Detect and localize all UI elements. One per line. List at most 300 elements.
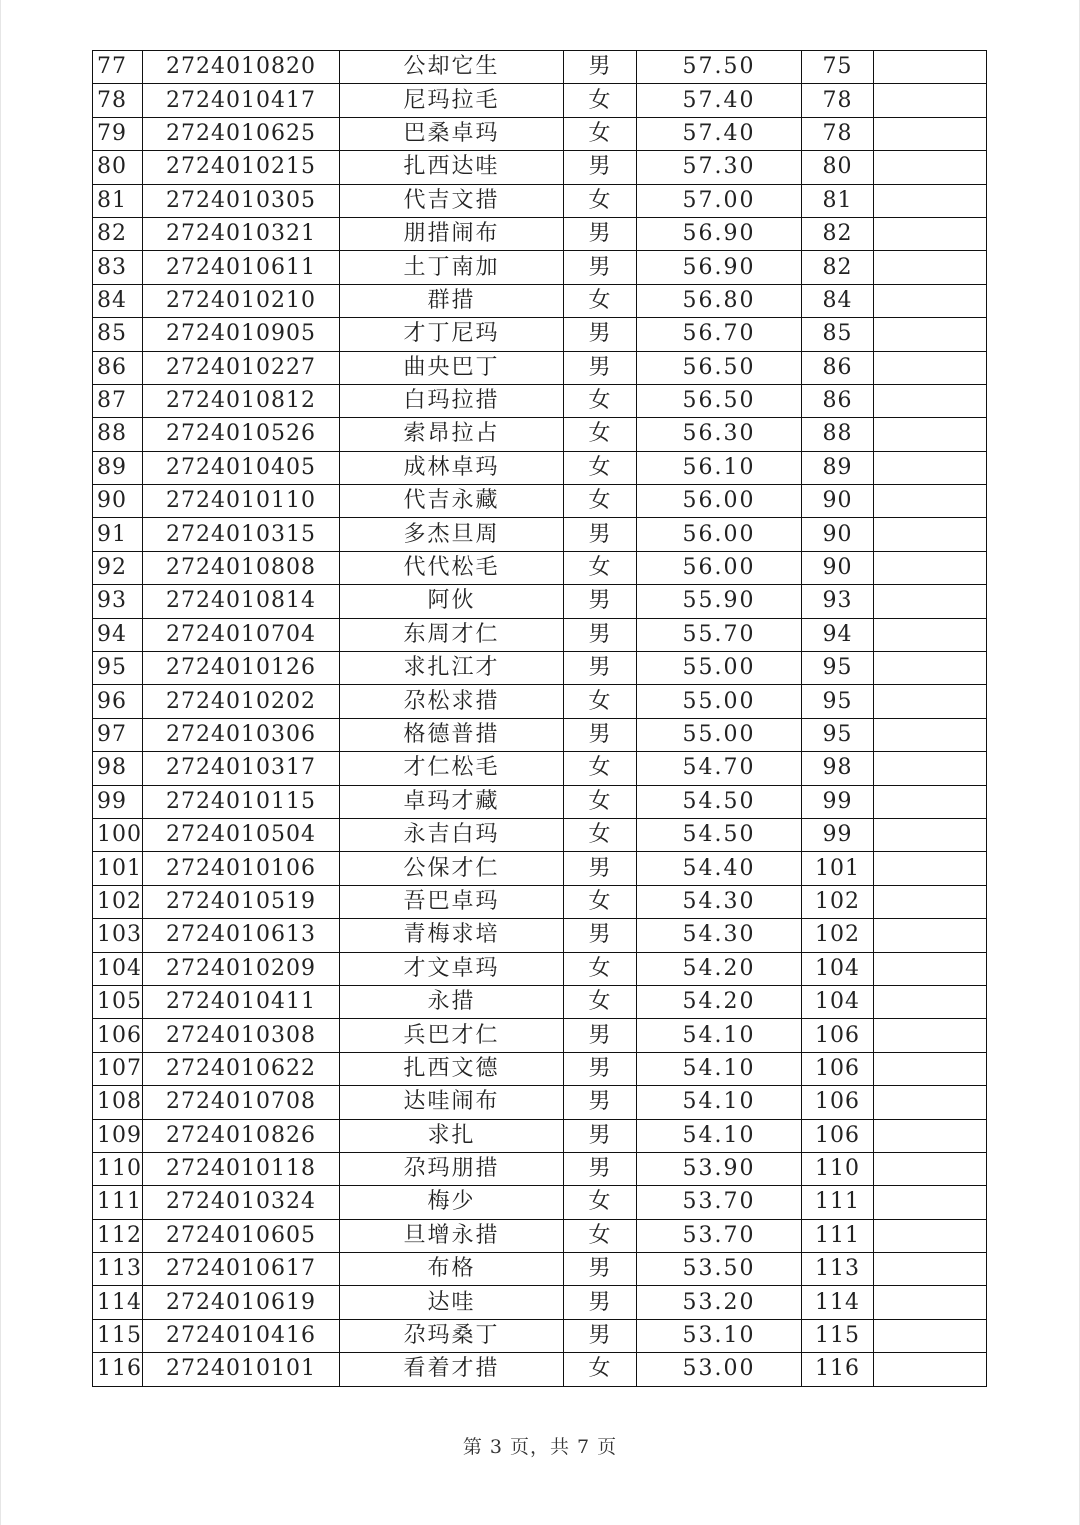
- cell-gender: 男: [564, 217, 637, 250]
- cell-score: 54.30: [637, 919, 802, 952]
- table-row: [93, 51, 987, 84]
- cell-rank: 90: [802, 551, 874, 584]
- cell-rank: 81: [802, 184, 874, 217]
- cell-gender: 女: [564, 785, 637, 818]
- cell-name: 达哇闹布: [340, 1086, 564, 1119]
- cell-name: 求扎: [340, 1119, 564, 1152]
- cell-seq: 107: [93, 1052, 143, 1085]
- table-row: [93, 284, 987, 317]
- cell-rank: 84: [802, 284, 874, 317]
- cell-seq: 81: [93, 184, 143, 217]
- cell-rank: 86: [802, 384, 874, 417]
- cell-seq: 87: [93, 384, 143, 417]
- cell-exam-id: 2724010812: [143, 384, 340, 417]
- cell-exam-id: 2724010814: [143, 585, 340, 618]
- cell-score: 54.50: [637, 818, 802, 851]
- cell-gender: 男: [564, 852, 637, 885]
- table-row: [93, 351, 987, 384]
- cell-gender: 女: [564, 752, 637, 785]
- cell-score: 54.10: [637, 1119, 802, 1152]
- cell-seq: 78: [93, 84, 143, 117]
- cell-rank: 102: [802, 919, 874, 952]
- cell-exam-id: 2724010210: [143, 284, 340, 317]
- cell-seq: 100: [93, 818, 143, 851]
- cell-rank: 111: [802, 1219, 874, 1252]
- table-row: [93, 251, 987, 284]
- cell-note: [874, 1152, 987, 1185]
- table-row: [93, 652, 987, 685]
- table-row: [93, 585, 987, 618]
- cell-score: 57.50: [637, 51, 802, 84]
- cell-score: 57.40: [637, 84, 802, 117]
- cell-gender: 女: [564, 1186, 637, 1219]
- cell-name: 永吉白玛: [340, 818, 564, 851]
- cell-note: [874, 184, 987, 217]
- cell-gender: 女: [564, 451, 637, 484]
- cell-exam-id: 2724010708: [143, 1086, 340, 1119]
- cell-exam-id: 2724010605: [143, 1219, 340, 1252]
- cell-note: [874, 818, 987, 851]
- cell-exam-id: 2724010526: [143, 418, 340, 451]
- cell-name: 梅少: [340, 1186, 564, 1219]
- cell-seq: 93: [93, 585, 143, 618]
- cell-name: 布格: [340, 1253, 564, 1286]
- cell-name: 东周才仁: [340, 618, 564, 651]
- cell-note: [874, 351, 987, 384]
- cell-gender: 男: [564, 652, 637, 685]
- cell-name: 索昂拉占: [340, 418, 564, 451]
- cell-gender: 男: [564, 251, 637, 284]
- table-row: [93, 1019, 987, 1052]
- cell-note: [874, 284, 987, 317]
- cell-exam-id: 2724010704: [143, 618, 340, 651]
- cell-gender: 女: [564, 184, 637, 217]
- cell-rank: 115: [802, 1319, 874, 1352]
- table-row: [93, 1119, 987, 1152]
- cell-seq: 115: [93, 1319, 143, 1352]
- score-table: [92, 50, 987, 1387]
- cell-gender: 女: [564, 418, 637, 451]
- cell-rank: 95: [802, 652, 874, 685]
- cell-note: [874, 84, 987, 117]
- cell-name: 成林卓玛: [340, 451, 564, 484]
- table-row: [93, 84, 987, 117]
- cell-score: 56.00: [637, 485, 802, 518]
- cell-gender: 男: [564, 1152, 637, 1185]
- page-number-footer: 第 3 页，共 7 页: [462, 1436, 618, 1458]
- cell-exam-id: 2724010227: [143, 351, 340, 384]
- cell-name: 白玛拉措: [340, 384, 564, 417]
- cell-score: 53.50: [637, 1253, 802, 1286]
- cell-note: [874, 1286, 987, 1319]
- table-row: [93, 1286, 987, 1319]
- cell-gender: 男: [564, 1052, 637, 1085]
- cell-exam-id: 2724010110: [143, 485, 340, 518]
- cell-exam-id: 2724010619: [143, 1286, 340, 1319]
- table-row: [93, 1086, 987, 1119]
- table-row: [93, 1052, 987, 1085]
- cell-rank: 95: [802, 685, 874, 718]
- cell-gender: 男: [564, 1319, 637, 1352]
- cell-rank: 102: [802, 885, 874, 918]
- cell-note: [874, 652, 987, 685]
- cell-gender: 女: [564, 284, 637, 317]
- cell-seq: 102: [93, 885, 143, 918]
- cell-seq: 96: [93, 685, 143, 718]
- cell-exam-id: 2724010504: [143, 818, 340, 851]
- cell-note: [874, 51, 987, 84]
- cell-exam-id: 2724010405: [143, 451, 340, 484]
- cell-seq: 113: [93, 1253, 143, 1286]
- table-row: [93, 718, 987, 751]
- cell-score: 54.10: [637, 1052, 802, 1085]
- cell-score: 54.20: [637, 952, 802, 985]
- cell-exam-id: 2724010306: [143, 718, 340, 751]
- cell-gender: 女: [564, 685, 637, 718]
- cell-score: 56.50: [637, 351, 802, 384]
- cell-note: [874, 217, 987, 250]
- cell-gender: 男: [564, 1086, 637, 1119]
- cell-gender: 男: [564, 318, 637, 351]
- table-row: [93, 685, 987, 718]
- cell-gender: 男: [564, 51, 637, 84]
- cell-note: [874, 1052, 987, 1085]
- cell-score: 54.30: [637, 885, 802, 918]
- cell-score: 53.70: [637, 1186, 802, 1219]
- cell-name: 代代松毛: [340, 551, 564, 584]
- cell-rank: 114: [802, 1286, 874, 1319]
- cell-gender: 男: [564, 1253, 637, 1286]
- cell-gender: 女: [564, 818, 637, 851]
- cell-score: 56.90: [637, 217, 802, 250]
- cell-note: [874, 985, 987, 1018]
- cell-gender: 男: [564, 351, 637, 384]
- cell-note: [874, 485, 987, 518]
- table-row: [93, 885, 987, 918]
- cell-score: 53.20: [637, 1286, 802, 1319]
- cell-seq: 89: [93, 451, 143, 484]
- cell-note: [874, 418, 987, 451]
- cell-note: [874, 752, 987, 785]
- cell-gender: 女: [564, 84, 637, 117]
- cell-note: [874, 618, 987, 651]
- cell-exam-id: 2724010215: [143, 151, 340, 184]
- cell-name: 曲央巴丁: [340, 351, 564, 384]
- cell-rank: 95: [802, 718, 874, 751]
- cell-note: [874, 785, 987, 818]
- cell-name: 尕玛朋措: [340, 1152, 564, 1185]
- table-row: [93, 818, 987, 851]
- cell-seq: 110: [93, 1152, 143, 1185]
- cell-seq: 114: [93, 1286, 143, 1319]
- cell-gender: 女: [564, 384, 637, 417]
- cell-score: 54.70: [637, 752, 802, 785]
- cell-exam-id: 2724010126: [143, 652, 340, 685]
- cell-name: 永措: [340, 985, 564, 1018]
- cell-note: [874, 1353, 987, 1386]
- cell-name: 求扎江才: [340, 652, 564, 685]
- cell-exam-id: 2724010324: [143, 1186, 340, 1219]
- cell-rank: 90: [802, 485, 874, 518]
- table-row: [93, 1319, 987, 1352]
- cell-name: 卓玛才藏: [340, 785, 564, 818]
- table-row: [93, 1353, 987, 1386]
- cell-seq: 103: [93, 919, 143, 952]
- cell-gender: 女: [564, 551, 637, 584]
- cell-seq: 88: [93, 418, 143, 451]
- cell-score: 55.90: [637, 585, 802, 618]
- cell-score: 56.80: [637, 284, 802, 317]
- table-row: [93, 919, 987, 952]
- cell-rank: 111: [802, 1186, 874, 1219]
- table-row: [93, 752, 987, 785]
- table-row: [93, 184, 987, 217]
- cell-name: 才仁松毛: [340, 752, 564, 785]
- table-row: [93, 952, 987, 985]
- cell-rank: 78: [802, 117, 874, 150]
- cell-exam-id: 2724010613: [143, 919, 340, 952]
- cell-exam-id: 2724010625: [143, 117, 340, 150]
- cell-seq: 90: [93, 485, 143, 518]
- cell-score: 55.00: [637, 685, 802, 718]
- cell-rank: 98: [802, 752, 874, 785]
- cell-gender: 女: [564, 117, 637, 150]
- cell-score: 54.20: [637, 985, 802, 1018]
- cell-note: [874, 117, 987, 150]
- cell-note: [874, 919, 987, 952]
- cell-rank: 93: [802, 585, 874, 618]
- cell-seq: 91: [93, 518, 143, 551]
- cell-note: [874, 1019, 987, 1052]
- cell-gender: 女: [564, 985, 637, 1018]
- cell-note: [874, 852, 987, 885]
- cell-exam-id: 2724010617: [143, 1253, 340, 1286]
- cell-gender: 女: [564, 885, 637, 918]
- cell-rank: 80: [802, 151, 874, 184]
- cell-note: [874, 585, 987, 618]
- cell-seq: 112: [93, 1219, 143, 1252]
- cell-rank: 99: [802, 785, 874, 818]
- cell-rank: 110: [802, 1152, 874, 1185]
- cell-name: 代吉永藏: [340, 485, 564, 518]
- cell-exam-id: 2724010202: [143, 685, 340, 718]
- cell-exam-id: 2724010209: [143, 952, 340, 985]
- cell-exam-id: 2724010315: [143, 518, 340, 551]
- cell-rank: 104: [802, 985, 874, 1018]
- cell-score: 56.30: [637, 418, 802, 451]
- cell-rank: 85: [802, 318, 874, 351]
- cell-rank: 106: [802, 1052, 874, 1085]
- cell-rank: 106: [802, 1119, 874, 1152]
- cell-name: 达哇: [340, 1286, 564, 1319]
- cell-score: 56.50: [637, 384, 802, 417]
- cell-name: 尼玛拉毛: [340, 84, 564, 117]
- table-row: [93, 1253, 987, 1286]
- cell-rank: 106: [802, 1086, 874, 1119]
- cell-exam-id: 2724010416: [143, 1319, 340, 1352]
- cell-gender: 女: [564, 1353, 637, 1386]
- cell-exam-id: 2724010826: [143, 1119, 340, 1152]
- cell-gender: 女: [564, 485, 637, 518]
- cell-rank: 94: [802, 618, 874, 651]
- table-row: [93, 151, 987, 184]
- cell-seq: 79: [93, 117, 143, 150]
- cell-name: 才文卓玛: [340, 952, 564, 985]
- cell-score: 53.10: [637, 1319, 802, 1352]
- cell-note: [874, 1119, 987, 1152]
- cell-rank: 106: [802, 1019, 874, 1052]
- cell-gender: 男: [564, 585, 637, 618]
- cell-rank: 99: [802, 818, 874, 851]
- cell-name: 尕玛桑丁: [340, 1319, 564, 1352]
- cell-rank: 113: [802, 1253, 874, 1286]
- cell-note: [874, 151, 987, 184]
- cell-exam-id: 2724010411: [143, 985, 340, 1018]
- cell-note: [874, 551, 987, 584]
- cell-name: 公保才仁: [340, 852, 564, 885]
- cell-seq: 98: [93, 752, 143, 785]
- cell-exam-id: 2724010305: [143, 184, 340, 217]
- cell-note: [874, 518, 987, 551]
- cell-score: 57.30: [637, 151, 802, 184]
- cell-name: 代吉文措: [340, 184, 564, 217]
- cell-exam-id: 2724010611: [143, 251, 340, 284]
- cell-score: 54.10: [637, 1086, 802, 1119]
- cell-name: 巴桑卓玛: [340, 117, 564, 150]
- cell-score: 53.70: [637, 1219, 802, 1252]
- cell-note: [874, 451, 987, 484]
- cell-score: 55.00: [637, 718, 802, 751]
- cell-rank: 101: [802, 852, 874, 885]
- cell-note: [874, 1086, 987, 1119]
- cell-name: 青梅求培: [340, 919, 564, 952]
- cell-note: [874, 885, 987, 918]
- cell-seq: 97: [93, 718, 143, 751]
- cell-note: [874, 384, 987, 417]
- cell-name: 旦增永措: [340, 1219, 564, 1252]
- cell-gender: 男: [564, 618, 637, 651]
- cell-gender: 男: [564, 151, 637, 184]
- cell-score: 57.00: [637, 184, 802, 217]
- cell-note: [874, 1186, 987, 1219]
- cell-score: 54.40: [637, 852, 802, 885]
- table-body: [93, 51, 987, 1387]
- cell-name: 格德普措: [340, 718, 564, 751]
- cell-seq: 101: [93, 852, 143, 885]
- cell-score: 53.00: [637, 1353, 802, 1386]
- cell-exam-id: 2724010417: [143, 84, 340, 117]
- cell-seq: 85: [93, 318, 143, 351]
- cell-name: 尕松求措: [340, 685, 564, 718]
- cell-rank: 78: [802, 84, 874, 117]
- table-row: [93, 618, 987, 651]
- cell-seq: 99: [93, 785, 143, 818]
- cell-score: 54.10: [637, 1019, 802, 1052]
- cell-seq: 95: [93, 652, 143, 685]
- cell-seq: 111: [93, 1186, 143, 1219]
- cell-seq: 106: [93, 1019, 143, 1052]
- cell-seq: 94: [93, 618, 143, 651]
- cell-seq: 82: [93, 217, 143, 250]
- table-row: [93, 384, 987, 417]
- cell-seq: 104: [93, 952, 143, 985]
- cell-name: 才丁尼玛: [340, 318, 564, 351]
- table-row: [93, 418, 987, 451]
- cell-exam-id: 2724010808: [143, 551, 340, 584]
- cell-note: [874, 251, 987, 284]
- cell-score: 55.00: [637, 652, 802, 685]
- cell-rank: 116: [802, 1353, 874, 1386]
- cell-seq: 92: [93, 551, 143, 584]
- cell-name: 朋措闹布: [340, 217, 564, 250]
- cell-exam-id: 2724010905: [143, 318, 340, 351]
- cell-score: 56.90: [637, 251, 802, 284]
- cell-name: 看着才措: [340, 1353, 564, 1386]
- cell-seq: 80: [93, 151, 143, 184]
- cell-seq: 83: [93, 251, 143, 284]
- cell-gender: 女: [564, 952, 637, 985]
- cell-seq: 108: [93, 1086, 143, 1119]
- cell-rank: 82: [802, 251, 874, 284]
- cell-seq: 116: [93, 1353, 143, 1386]
- cell-score: 54.50: [637, 785, 802, 818]
- cell-name: 扎西文德: [340, 1052, 564, 1085]
- table-row: [93, 985, 987, 1018]
- cell-gender: 男: [564, 718, 637, 751]
- cell-score: 55.70: [637, 618, 802, 651]
- cell-rank: 75: [802, 51, 874, 84]
- cell-name: 吾巴卓玛: [340, 885, 564, 918]
- cell-rank: 90: [802, 518, 874, 551]
- cell-gender: 女: [564, 1219, 637, 1252]
- cell-exam-id: 2724010115: [143, 785, 340, 818]
- cell-rank: 88: [802, 418, 874, 451]
- cell-seq: 105: [93, 985, 143, 1018]
- cell-gender: 男: [564, 1286, 637, 1319]
- table-row: [93, 318, 987, 351]
- table-row: [93, 217, 987, 250]
- cell-name: 兵巴才仁: [340, 1019, 564, 1052]
- table-row: [93, 1152, 987, 1185]
- cell-rank: 82: [802, 217, 874, 250]
- cell-exam-id: 2724010519: [143, 885, 340, 918]
- table-row: [93, 1219, 987, 1252]
- cell-score: 56.70: [637, 318, 802, 351]
- cell-seq: 109: [93, 1119, 143, 1152]
- cell-rank: 89: [802, 451, 874, 484]
- cell-score: 56.00: [637, 551, 802, 584]
- table-row: [93, 518, 987, 551]
- cell-note: [874, 718, 987, 751]
- cell-name: 土丁南加: [340, 251, 564, 284]
- cell-seq: 84: [93, 284, 143, 317]
- cell-gender: 男: [564, 919, 637, 952]
- cell-score: 57.40: [637, 117, 802, 150]
- cell-gender: 男: [564, 1119, 637, 1152]
- cell-exam-id: 2724010101: [143, 1353, 340, 1386]
- cell-exam-id: 2724010317: [143, 752, 340, 785]
- table-row: [93, 551, 987, 584]
- cell-seq: 77: [93, 51, 143, 84]
- cell-rank: 104: [802, 952, 874, 985]
- cell-note: [874, 685, 987, 718]
- cell-note: [874, 952, 987, 985]
- cell-name: 群措: [340, 284, 564, 317]
- cell-note: [874, 1253, 987, 1286]
- cell-name: 多杰旦周: [340, 518, 564, 551]
- cell-exam-id: 2724010106: [143, 852, 340, 885]
- cell-note: [874, 318, 987, 351]
